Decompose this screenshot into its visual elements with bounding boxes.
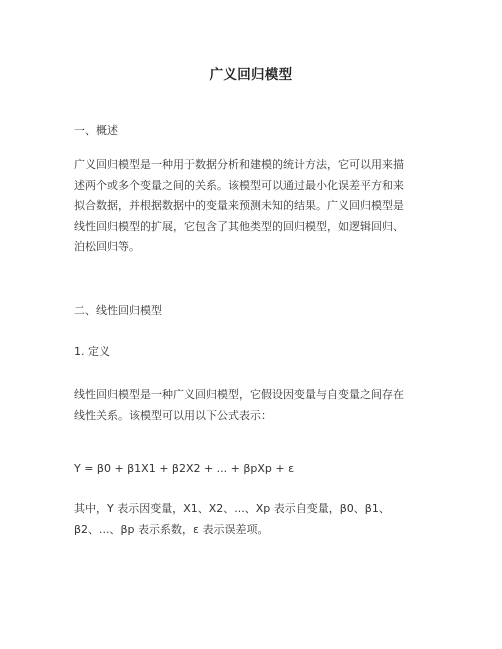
paragraph-line: 述两个或多个变量之间的关系。该模型可以通过最小化误差平方和来 [74,178,404,192]
paragraph-line: 线性回归模型是一种广义回归模型，它假设因变量与自变量之间存在 [74,388,404,401]
paragraph-line: 线性关系。该模型可以用以下公式表示： [74,408,272,422]
overview-paragraph [74,155,430,258]
document-title: 广义回归模型 [209,67,293,83]
paragraph-line: 线性回归模型的扩展，它包含了其他类型的回归模型，如逻辑回归、 [74,219,404,233]
section-heading-overview: 一、概述 [74,124,118,137]
regression-formula: Y = β0 + β1X1 + β2X2 + ... + βpXp + ε [74,462,295,475]
paragraph-line: 拟合数据，并根据数据中的变量来预测未知的结果。广义回归模型是 [74,199,404,212]
paragraph-line: 其中，Y 表示因变量，X1、X2、...、Xp 表示自变量，β0、β1、 [74,502,390,515]
formula-explanation-paragraph [74,499,430,540]
subheading-definition: 1. 定义 [74,345,110,358]
section-heading-linear-regression: 二、线性回归模型 [74,304,162,317]
paragraph-line: β2、...、βp 表示系数，ε 表示误差项。 [74,522,269,536]
definition-paragraph [74,385,430,426]
paragraph-line: 泊松回归等。 [74,240,140,253]
paragraph-line: 广义回归模型是一种用于数据分析和建模的统计方法，它可以用来描 [74,158,404,171]
